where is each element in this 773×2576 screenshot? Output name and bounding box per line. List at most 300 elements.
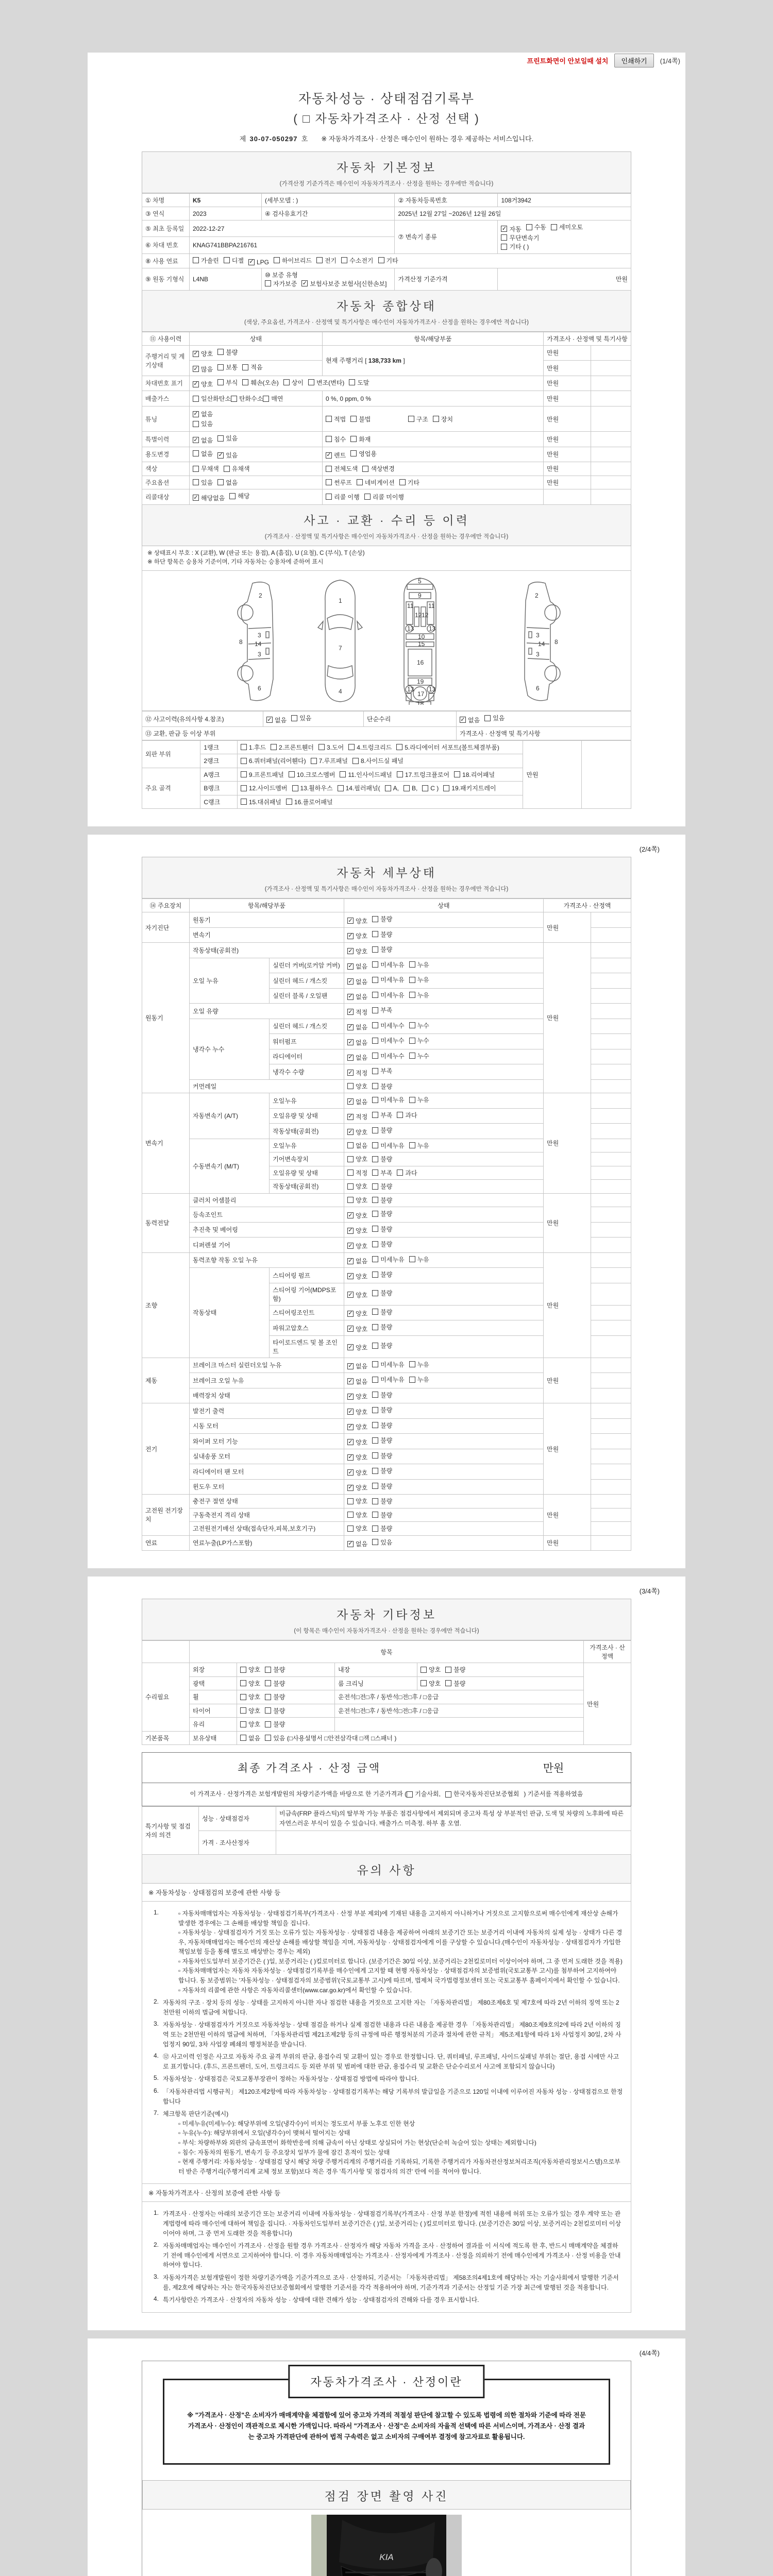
checkbox-icon[interactable] — [347, 1526, 354, 1532]
checkbox-option[interactable] — [347, 1053, 367, 1062]
checkbox-option[interactable] — [372, 1126, 392, 1134]
checkbox-icon[interactable] — [240, 1707, 246, 1714]
checkbox-option[interactable] — [422, 785, 439, 792]
checkbox-icon[interactable] — [316, 257, 323, 263]
checkbox-option[interactable] — [372, 1111, 392, 1120]
checkbox-option[interactable] — [372, 1538, 392, 1547]
checkbox-option[interactable] — [397, 1168, 417, 1177]
checkbox-option[interactable] — [347, 977, 367, 986]
checkbox-option[interactable] — [372, 1308, 392, 1316]
checkbox-option[interactable] — [347, 1539, 367, 1548]
checkbox-icon[interactable] — [241, 799, 247, 805]
checkbox-icon[interactable]: ✓ — [348, 1128, 353, 1135]
checkbox-icon[interactable] — [372, 1211, 378, 1217]
checkbox-icon[interactable] — [372, 1156, 378, 1162]
checkbox-option[interactable] — [443, 784, 496, 792]
checkbox-option[interactable] — [372, 1006, 392, 1014]
checkbox-icon[interactable] — [372, 1197, 378, 1203]
checkbox-option[interactable] — [308, 378, 344, 387]
checkbox-option[interactable] — [347, 962, 367, 971]
checkbox-icon[interactable] — [454, 771, 460, 777]
checkbox-option[interactable] — [347, 1128, 367, 1137]
checkbox-icon[interactable] — [347, 1142, 354, 1148]
checkbox-option[interactable] — [372, 1095, 404, 1104]
checkbox-option[interactable] — [193, 494, 225, 502]
checkbox-option[interactable] — [347, 1438, 367, 1447]
checkbox-icon[interactable] — [292, 785, 298, 791]
checkbox-option[interactable] — [409, 1036, 429, 1045]
checkbox-option[interactable] — [407, 1789, 441, 1799]
checkbox-option[interactable] — [347, 1008, 367, 1016]
checkbox-option[interactable] — [265, 1706, 285, 1715]
checkbox-icon[interactable] — [409, 1053, 415, 1059]
checkbox-icon[interactable]: ✓ — [193, 436, 198, 443]
checkbox-icon[interactable]: ✓ — [348, 1098, 353, 1105]
checkbox-icon[interactable] — [372, 1038, 378, 1044]
checkbox-icon[interactable]: ✓ — [348, 1227, 353, 1234]
checkbox-icon[interactable] — [372, 1053, 378, 1059]
checkbox-option[interactable] — [348, 743, 392, 752]
checkbox-option[interactable] — [347, 1377, 367, 1386]
checkbox-option[interactable] — [193, 394, 231, 403]
checkbox-icon[interactable] — [443, 785, 449, 791]
checkbox-option[interactable] — [265, 1679, 285, 1688]
checkbox-icon[interactable] — [193, 421, 199, 427]
checkbox-option[interactable] — [357, 478, 395, 487]
checkbox-option[interactable] — [501, 242, 529, 251]
checkbox-icon[interactable] — [372, 1256, 378, 1262]
checkbox-option[interactable] — [408, 415, 428, 423]
checkbox-icon[interactable] — [445, 1680, 451, 1686]
checkbox-icon[interactable] — [397, 771, 403, 777]
checkbox-icon[interactable] — [372, 1377, 378, 1383]
checkbox-option[interactable] — [372, 1255, 404, 1264]
checkbox-option[interactable] — [347, 1453, 367, 1462]
checkbox-option[interactable] — [242, 378, 278, 387]
checkbox-option[interactable] — [248, 259, 269, 266]
checkbox-option[interactable] — [347, 1483, 367, 1492]
checkbox-icon[interactable]: ✓ — [348, 1113, 353, 1120]
checkbox-option[interactable] — [460, 716, 480, 724]
checkbox-option[interactable] — [347, 1097, 367, 1106]
checkbox-option[interactable] — [396, 743, 499, 752]
checkbox-option[interactable] — [347, 931, 367, 940]
checkbox-icon[interactable] — [318, 744, 325, 750]
checkbox-icon[interactable] — [372, 1097, 378, 1103]
checkbox-option[interactable] — [347, 1325, 367, 1333]
checkbox-option[interactable] — [372, 930, 392, 939]
checkbox-icon[interactable] — [265, 1680, 271, 1686]
checkbox-option[interactable] — [409, 975, 429, 984]
checkbox-icon[interactable] — [372, 1468, 378, 1474]
checkbox-option[interactable] — [347, 1497, 367, 1505]
checkbox-icon[interactable] — [409, 1097, 415, 1103]
checkbox-icon[interactable]: ✓ — [501, 225, 507, 232]
checkbox-icon[interactable]: ✓ — [348, 1469, 353, 1476]
checkbox-option[interactable] — [326, 435, 346, 444]
checkbox-icon[interactable] — [193, 396, 199, 402]
checkbox-option[interactable] — [283, 378, 304, 387]
checkbox-icon[interactable] — [326, 436, 332, 442]
checkbox-option[interactable] — [362, 464, 394, 473]
checkbox-option[interactable] — [347, 1023, 367, 1031]
checkbox-option[interactable] — [372, 1360, 404, 1369]
checkbox-option[interactable] — [193, 436, 213, 445]
checkbox-icon[interactable] — [422, 785, 428, 791]
checkbox-icon[interactable] — [271, 744, 277, 750]
checkbox-option[interactable] — [217, 348, 238, 357]
checkbox-icon[interactable] — [326, 494, 332, 500]
checkbox-icon[interactable]: ✓ — [348, 917, 353, 924]
checkbox-icon[interactable] — [372, 1183, 378, 1190]
checkbox-option[interactable] — [217, 451, 238, 460]
checkbox-icon[interactable] — [407, 1791, 413, 1798]
checkbox-icon[interactable] — [372, 977, 378, 983]
checkbox-icon[interactable] — [372, 1392, 378, 1398]
checkbox-icon[interactable] — [362, 466, 368, 472]
checkbox-option[interactable] — [372, 1209, 392, 1218]
checkbox-option[interactable] — [193, 419, 319, 428]
checkbox-option[interactable] — [372, 945, 392, 954]
checkbox-icon[interactable] — [372, 1526, 378, 1532]
checkbox-icon[interactable] — [409, 1038, 415, 1044]
checkbox-icon[interactable] — [338, 785, 344, 791]
checkbox-option[interactable] — [265, 1720, 285, 1728]
checkbox-icon[interactable] — [372, 1007, 378, 1013]
checkbox-icon[interactable] — [372, 1343, 378, 1349]
checkbox-option[interactable] — [347, 1082, 367, 1091]
checkbox-option[interactable] — [193, 449, 213, 458]
checkbox-option[interactable] — [372, 1066, 392, 1075]
checkbox-option[interactable] — [316, 256, 337, 265]
checkbox-option[interactable] — [241, 743, 266, 752]
checkbox-icon[interactable] — [347, 1156, 354, 1162]
checkbox-option[interactable] — [372, 1497, 392, 1505]
checkbox-icon[interactable] — [350, 416, 357, 422]
checkbox-icon[interactable] — [484, 715, 491, 721]
checkbox-option[interactable] — [231, 394, 263, 403]
checkbox-icon[interactable] — [274, 257, 280, 263]
checkbox-icon[interactable]: ✓ — [267, 716, 272, 723]
checkbox-icon[interactable] — [242, 364, 248, 370]
checkbox-icon[interactable] — [347, 1197, 354, 1203]
checkbox-icon[interactable] — [347, 1498, 354, 1504]
checkbox-icon[interactable] — [372, 1272, 378, 1278]
checkbox-option[interactable] — [347, 1511, 367, 1519]
checkbox-icon[interactable] — [229, 493, 236, 499]
checkbox-icon[interactable] — [372, 1512, 378, 1518]
checkbox-option[interactable] — [372, 1168, 392, 1177]
checkbox-icon[interactable] — [372, 916, 378, 922]
checkbox-icon[interactable]: ✓ — [302, 280, 307, 286]
checkbox-icon[interactable] — [397, 1112, 403, 1118]
checkbox-option[interactable] — [265, 1692, 285, 1701]
checkbox-option[interactable] — [409, 1021, 429, 1030]
checkbox-icon[interactable]: ✓ — [348, 1273, 353, 1279]
checkbox-icon[interactable] — [240, 1680, 246, 1686]
checkbox-icon[interactable] — [551, 224, 557, 230]
checkbox-icon[interactable] — [372, 1083, 378, 1089]
checkbox-icon[interactable] — [291, 715, 297, 721]
checkbox-option[interactable] — [347, 1392, 367, 1401]
checkbox-option[interactable] — [193, 380, 213, 388]
checkbox-option[interactable] — [347, 947, 367, 956]
checkbox-icon[interactable]: ✓ — [348, 1039, 353, 1045]
checkbox-icon[interactable] — [501, 244, 507, 250]
checkbox-option[interactable] — [347, 1226, 367, 1235]
checkbox-icon[interactable] — [240, 1721, 246, 1727]
checkbox-option[interactable] — [289, 770, 335, 779]
checkbox-icon[interactable] — [409, 1022, 415, 1028]
checkbox-icon[interactable] — [311, 758, 317, 764]
checkbox-option[interactable] — [301, 279, 386, 288]
checkbox-option[interactable] — [242, 363, 262, 371]
checkbox-option[interactable] — [409, 960, 429, 969]
checkbox-option[interactable] — [326, 478, 352, 487]
checkbox-option[interactable] — [372, 1196, 392, 1205]
checkbox-icon[interactable]: ✓ — [348, 933, 353, 939]
checkbox-icon[interactable]: ✓ — [348, 1054, 353, 1061]
checkbox-option[interactable] — [274, 256, 312, 265]
checkbox-icon[interactable] — [341, 257, 347, 263]
checkbox-option[interactable] — [372, 1155, 392, 1163]
checkbox-option[interactable] — [372, 960, 404, 969]
checkbox-option[interactable] — [372, 914, 392, 923]
checkbox-icon[interactable]: ✓ — [348, 1408, 353, 1415]
checkbox-option[interactable] — [229, 492, 249, 500]
checkbox-option[interactable] — [445, 1789, 519, 1799]
checkbox-option[interactable] — [347, 992, 367, 1001]
checkbox-option[interactable] — [352, 756, 404, 765]
checkbox-icon[interactable] — [347, 1170, 354, 1176]
checkbox-option[interactable] — [347, 1196, 367, 1205]
checkbox-option[interactable] — [347, 1257, 367, 1265]
checkbox-icon[interactable] — [193, 479, 199, 485]
checkbox-icon[interactable] — [404, 785, 410, 791]
checkbox-icon[interactable] — [265, 1735, 271, 1741]
print-button[interactable]: 인쇄하기 — [614, 54, 653, 67]
checkbox-icon[interactable] — [372, 1324, 378, 1330]
checkbox-option[interactable] — [193, 464, 219, 473]
checkbox-icon[interactable] — [240, 1694, 246, 1700]
checkbox-option[interactable] — [265, 1734, 396, 1742]
checkbox-icon[interactable] — [283, 379, 290, 385]
checkbox-icon[interactable]: ✓ — [348, 1423, 353, 1430]
checkbox-option[interactable] — [347, 1408, 367, 1416]
checkbox-option[interactable] — [372, 1323, 392, 1331]
checkbox-icon[interactable]: ✓ — [348, 1325, 353, 1332]
checkbox-icon[interactable] — [240, 1735, 246, 1741]
checkbox-option[interactable] — [241, 756, 306, 765]
checkbox-icon[interactable] — [372, 1170, 378, 1176]
checkbox-icon[interactable] — [409, 1377, 415, 1383]
checkbox-icon[interactable]: ✓ — [218, 452, 223, 458]
checkbox-icon[interactable] — [347, 1183, 354, 1190]
checkbox-icon[interactable] — [217, 349, 224, 355]
checkbox-icon[interactable] — [263, 396, 269, 402]
checkbox-option[interactable] — [350, 435, 371, 444]
checkbox-icon[interactable] — [409, 1256, 415, 1262]
checkbox-icon[interactable]: ✓ — [193, 494, 198, 501]
checkbox-option[interactable] — [404, 785, 417, 792]
checkbox-icon[interactable] — [350, 436, 357, 442]
checkbox-option[interactable] — [347, 1112, 367, 1121]
checkbox-option[interactable] — [338, 784, 380, 792]
checkbox-icon[interactable] — [349, 379, 355, 385]
checkbox-option[interactable] — [372, 1240, 392, 1248]
checkbox-option[interactable] — [217, 378, 238, 387]
checkbox-icon[interactable] — [526, 224, 532, 230]
checkbox-option[interactable] — [421, 1679, 441, 1688]
checkbox-option[interactable] — [409, 1255, 429, 1264]
checkbox-option[interactable] — [347, 1069, 367, 1077]
checkbox-icon[interactable] — [241, 771, 247, 777]
checkbox-icon[interactable] — [193, 257, 199, 263]
checkbox-option[interactable] — [241, 798, 281, 806]
checkbox-icon[interactable] — [372, 1361, 378, 1367]
checkbox-icon[interactable]: ✓ — [326, 452, 331, 458]
checkbox-option[interactable] — [265, 1665, 285, 1674]
checkbox-option[interactable] — [240, 1692, 260, 1701]
checkbox-option[interactable] — [347, 1422, 367, 1431]
checkbox-icon[interactable] — [350, 450, 357, 456]
checkbox-option[interactable] — [372, 1511, 392, 1519]
checkbox-option[interactable] — [217, 478, 238, 487]
checkbox-icon[interactable]: ✓ — [348, 1242, 353, 1249]
checkbox-option[interactable] — [372, 1421, 392, 1430]
checkbox-icon[interactable] — [240, 1667, 246, 1673]
checkbox-icon[interactable] — [372, 961, 378, 968]
checkbox-icon[interactable]: ✓ — [348, 1258, 353, 1264]
checkbox-option[interactable] — [385, 785, 399, 792]
checkbox-icon[interactable]: ✓ — [348, 1344, 353, 1350]
checkbox-icon[interactable] — [501, 234, 507, 241]
checkbox-option[interactable] — [372, 1036, 404, 1045]
checkbox-option[interactable] — [240, 1665, 260, 1674]
checkbox-icon[interactable] — [265, 1721, 271, 1727]
checkbox-option[interactable] — [372, 1141, 404, 1150]
checkbox-icon[interactable] — [378, 257, 384, 263]
checkbox-icon[interactable] — [241, 758, 247, 764]
checkbox-icon[interactable]: ✓ — [348, 993, 353, 1000]
checkbox-icon[interactable]: ✓ — [348, 1291, 353, 1298]
checkbox-option[interactable] — [347, 1038, 367, 1047]
checkbox-option[interactable] — [372, 1391, 392, 1399]
checkbox-icon[interactable] — [224, 257, 230, 263]
checkbox-icon[interactable]: ✓ — [348, 1069, 353, 1076]
checkbox-option[interactable] — [433, 415, 453, 423]
checkbox-icon[interactable] — [193, 450, 199, 456]
checkbox-option[interactable] — [271, 743, 314, 752]
checkbox-option[interactable] — [193, 349, 213, 358]
checkbox-option[interactable] — [409, 1052, 429, 1060]
checkbox-option[interactable] — [217, 434, 238, 443]
checkbox-icon[interactable] — [372, 1437, 378, 1444]
checkbox-icon[interactable]: ✓ — [348, 947, 353, 954]
checkbox-icon[interactable]: ✓ — [348, 1008, 353, 1015]
checkbox-option[interactable] — [347, 1242, 367, 1250]
checkbox-option[interactable] — [397, 770, 449, 779]
checkbox-icon[interactable] — [241, 744, 247, 750]
checkbox-option[interactable] — [347, 1291, 367, 1299]
checkbox-option[interactable] — [551, 223, 583, 231]
checkbox-option[interactable] — [347, 1309, 367, 1318]
checkbox-option[interactable] — [501, 225, 521, 233]
checkbox-icon[interactable]: ✓ — [348, 978, 353, 985]
checkbox-option[interactable] — [326, 493, 360, 501]
checkbox-icon[interactable] — [217, 479, 224, 485]
checkbox-icon[interactable] — [241, 785, 247, 791]
checkbox-icon[interactable] — [231, 396, 237, 402]
checkbox-option[interactable] — [421, 1665, 441, 1674]
checkbox-option[interactable] — [364, 493, 404, 501]
checkbox-icon[interactable] — [433, 416, 439, 422]
checkbox-option[interactable] — [372, 1082, 392, 1091]
checkbox-option[interactable] — [372, 1436, 392, 1445]
checkbox-option[interactable] — [409, 1095, 429, 1104]
checkbox-icon[interactable] — [217, 379, 224, 385]
checkbox-icon[interactable] — [372, 1068, 378, 1074]
checkbox-option[interactable] — [241, 770, 284, 779]
checkbox-icon[interactable] — [409, 1142, 415, 1148]
checkbox-option[interactable] — [326, 451, 346, 460]
checkbox-option[interactable] — [286, 798, 333, 806]
checkbox-option[interactable] — [240, 1706, 260, 1715]
checkbox-icon[interactable] — [217, 364, 224, 370]
checkbox-option[interactable] — [409, 1141, 429, 1150]
checkbox-option[interactable] — [241, 784, 288, 792]
checkbox-option[interactable] — [378, 256, 398, 265]
checkbox-icon[interactable] — [445, 1791, 451, 1798]
checkbox-option[interactable] — [454, 770, 495, 779]
checkbox-icon[interactable] — [397, 1170, 403, 1176]
checkbox-option[interactable] — [291, 714, 311, 722]
checkbox-icon[interactable] — [347, 1512, 354, 1518]
checkbox-icon[interactable] — [265, 1694, 271, 1700]
checkbox-option[interactable] — [372, 1182, 392, 1191]
checkbox-icon[interactable] — [372, 1022, 378, 1028]
checkbox-option[interactable] — [347, 1524, 367, 1533]
checkbox-option[interactable] — [341, 256, 373, 265]
checkbox-icon[interactable] — [265, 1707, 271, 1714]
checkbox-icon[interactable] — [372, 931, 378, 937]
checkbox-icon[interactable] — [372, 1112, 378, 1118]
checkbox-icon[interactable] — [421, 1680, 427, 1686]
checkbox-icon[interactable] — [193, 466, 199, 472]
checkbox-icon[interactable]: ✓ — [348, 1484, 353, 1491]
checkbox-option[interactable] — [326, 464, 358, 473]
checkbox-icon[interactable]: ✓ — [193, 411, 198, 417]
checkbox-icon[interactable] — [396, 744, 402, 750]
checkbox-icon[interactable] — [372, 1483, 378, 1489]
checkbox-option[interactable] — [265, 279, 297, 288]
checkbox-option[interactable] — [399, 478, 419, 487]
checkbox-icon[interactable] — [265, 280, 271, 286]
checkbox-option[interactable] — [263, 394, 283, 403]
checkbox-option[interactable] — [372, 1341, 392, 1350]
checkbox-option[interactable] — [372, 1451, 392, 1460]
checkbox-option[interactable] — [409, 991, 429, 999]
checkbox-icon[interactable]: ✓ — [460, 716, 465, 723]
checkbox-icon[interactable] — [372, 946, 378, 953]
checkbox-option[interactable] — [240, 1679, 260, 1688]
checkbox-icon[interactable] — [326, 416, 332, 422]
checkbox-option[interactable] — [193, 478, 213, 487]
checkbox-icon[interactable] — [372, 1290, 378, 1296]
checkbox-icon[interactable]: ✓ — [348, 1454, 353, 1461]
checkbox-option[interactable] — [266, 716, 287, 724]
checkbox-option[interactable] — [347, 1141, 367, 1150]
